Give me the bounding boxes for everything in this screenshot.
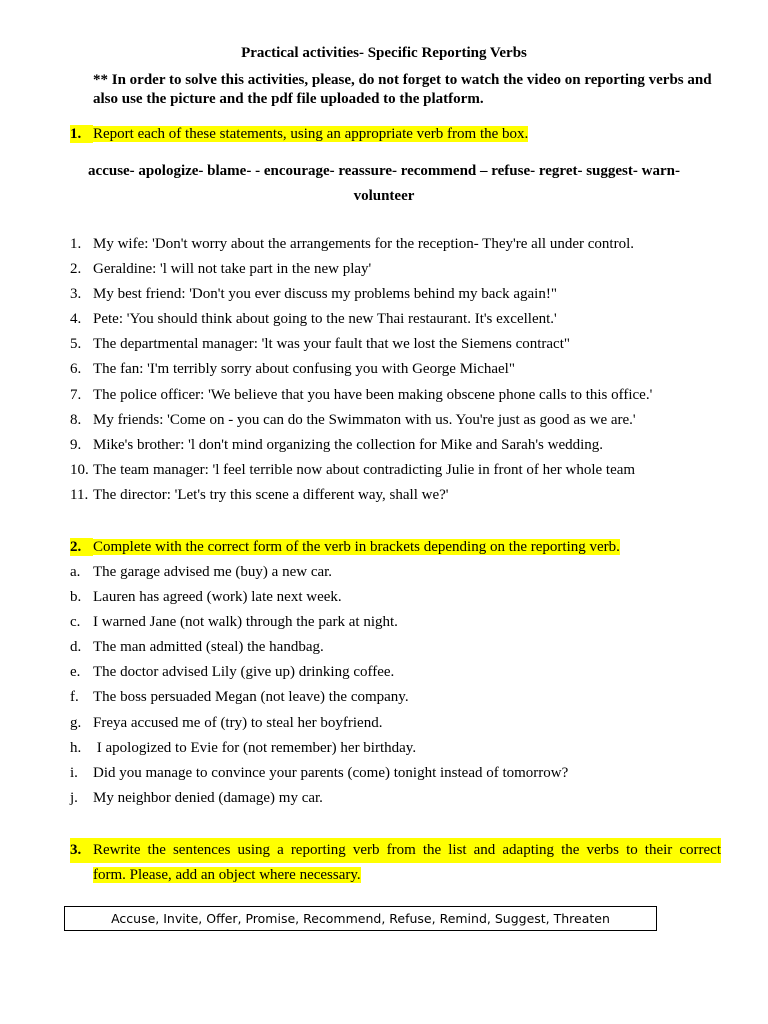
list-item-text: I apologized to Evie for (not remember) her birthday. bbox=[93, 739, 417, 756]
list-item-text: Pete: 'You should think about going to the new Thai restaurant. It's excellent.' bbox=[93, 311, 557, 328]
list-item-marker: 2. bbox=[70, 261, 82, 278]
list-item-marker: 3. bbox=[70, 286, 82, 303]
list-item bbox=[70, 739, 568, 764]
list-item-text: The boss persuaded Megan (not leave) the company. bbox=[93, 689, 409, 706]
list-item-marker: j. bbox=[70, 789, 78, 806]
list-item-marker: 1. bbox=[70, 236, 82, 252]
list-item-marker: d. bbox=[70, 639, 82, 656]
list-item bbox=[70, 235, 652, 260]
list-item-marker: 11. bbox=[70, 486, 89, 503]
list-item-marker: 6. bbox=[70, 361, 82, 378]
list-item-marker: 4. bbox=[70, 311, 82, 328]
list-item-text: My wife: 'Don't worry about the arrangements for the reception- They're all under control. bbox=[93, 236, 634, 252]
list-item bbox=[70, 335, 652, 360]
section-2-exercises bbox=[70, 563, 568, 814]
section-1-heading bbox=[70, 125, 528, 143]
list-item bbox=[70, 285, 652, 310]
list-item bbox=[70, 663, 568, 688]
list-item bbox=[70, 260, 652, 285]
list-item-text: My friends: 'Come on - you can do the Swimmaton with us. You're just as good as we are.' bbox=[93, 411, 636, 428]
list-item-marker: i. bbox=[70, 764, 78, 781]
list-item-marker: 5. bbox=[70, 336, 82, 353]
list-item-text: Geraldine: 'l will not take part in the new play' bbox=[93, 261, 372, 278]
reporting-verb-box: Accuse, Invite, Offer, Promise, Recommend, Refuse, Remind, Suggest, Threaten bbox=[64, 906, 657, 931]
page-title: Practical activities- Specific Reporting Verbs bbox=[241, 45, 527, 61]
list-item-marker: g. bbox=[70, 714, 82, 731]
list-item-text: The director: 'Let's try this scene a different way, shall we?' bbox=[93, 486, 449, 503]
section-2-number: 2. bbox=[70, 538, 93, 556]
list-item bbox=[70, 310, 652, 335]
list-item bbox=[70, 613, 568, 638]
list-item-marker: f. bbox=[70, 689, 79, 706]
list-item-marker: 9. bbox=[70, 436, 82, 453]
list-item bbox=[70, 563, 568, 588]
list-item bbox=[70, 386, 652, 411]
list-item bbox=[70, 714, 568, 739]
list-item-text: My neighbor denied (damage) my car. bbox=[93, 789, 323, 806]
list-item-text: The doctor advised Lily (give up) drinking coffee. bbox=[93, 664, 395, 681]
list-item-text: My best friend: 'Don't you ever discuss my problems behind my back again!" bbox=[93, 286, 557, 303]
list-item-text: The police officer: 'We believe that you have been making obscene phone calls to this office.' bbox=[93, 386, 653, 403]
section-1-instruction: Report each of these statements, using an appropriate verb from the box. bbox=[93, 126, 529, 142]
list-item bbox=[70, 638, 568, 663]
list-item-text: I warned Jane (not walk) through the park at night. bbox=[93, 614, 398, 631]
list-item-text: Did you manage to convince your parents (come) tonight instead of tomorrow? bbox=[93, 764, 569, 781]
list-item-text: The fan: 'I'm terribly sorry about confusing you with George Michael" bbox=[93, 361, 515, 378]
verb-list-line-1: accuse- apologize- blame- - encourage- reassure- recommend – refuse- regret- suggest- warn- bbox=[88, 163, 680, 179]
list-item bbox=[70, 436, 652, 461]
section-3-instruction-line-1: Rewrite the sentences using a reporting verb from the list and adapting the verbs to their correct bbox=[93, 838, 721, 863]
list-item-marker: c. bbox=[70, 614, 81, 631]
section-3-number: 3. bbox=[70, 838, 93, 863]
list-item-marker: 8. bbox=[70, 411, 82, 428]
section-3-heading bbox=[70, 838, 721, 888]
list-item-marker: b. bbox=[70, 589, 82, 606]
list-item-text: Freya accused me of (try) to steal her boyfriend. bbox=[93, 714, 383, 731]
list-item-text: The man admitted (steal) the handbag. bbox=[93, 639, 324, 656]
list-item bbox=[70, 789, 568, 814]
list-item bbox=[70, 461, 652, 486]
verb-list-line-2: volunteer bbox=[353, 188, 415, 204]
section-2-instruction: Complete with the correct form of the verb in brackets depending on the reporting verb. bbox=[93, 539, 620, 555]
list-item-marker: 10. bbox=[70, 461, 89, 478]
list-item-marker: 7. bbox=[70, 386, 82, 403]
list-item-text: The garage advised me (buy) a new car. bbox=[93, 564, 333, 580]
list-item bbox=[70, 688, 568, 713]
list-item-marker: h. bbox=[70, 739, 82, 756]
section-1-statements bbox=[70, 235, 652, 511]
list-item bbox=[70, 486, 652, 511]
list-item bbox=[70, 588, 568, 613]
list-item bbox=[70, 411, 652, 436]
section-1-number: 1. bbox=[70, 125, 93, 143]
list-item-text: Mike's brother: 'l don't mind organizing the collection for Mike and Sarah's wedding. bbox=[93, 436, 604, 453]
list-item-marker: e. bbox=[70, 664, 81, 681]
list-item bbox=[70, 764, 568, 789]
intro-note: ** In order to solve this activities, please, do not forget to watch the video on reporting verbs and also use the picture and the pdf file uploaded to the platform. bbox=[93, 72, 712, 107]
list-item bbox=[70, 360, 652, 385]
list-item-marker: a. bbox=[70, 564, 81, 580]
section-3-instruction-line-2: form. Please, add an object where necessary. bbox=[93, 867, 361, 883]
section-1-verb-list bbox=[60, 159, 708, 209]
section-2-heading bbox=[70, 538, 620, 556]
list-item-text: The departmental manager: 'lt was your fault that we lost the Siemens contract" bbox=[93, 336, 571, 353]
list-item-text: The team manager: 'l feel terrible now about contradicting Julie in front of her whole team bbox=[93, 461, 636, 478]
list-item-text: Lauren has agreed (work) late next week. bbox=[93, 589, 342, 606]
